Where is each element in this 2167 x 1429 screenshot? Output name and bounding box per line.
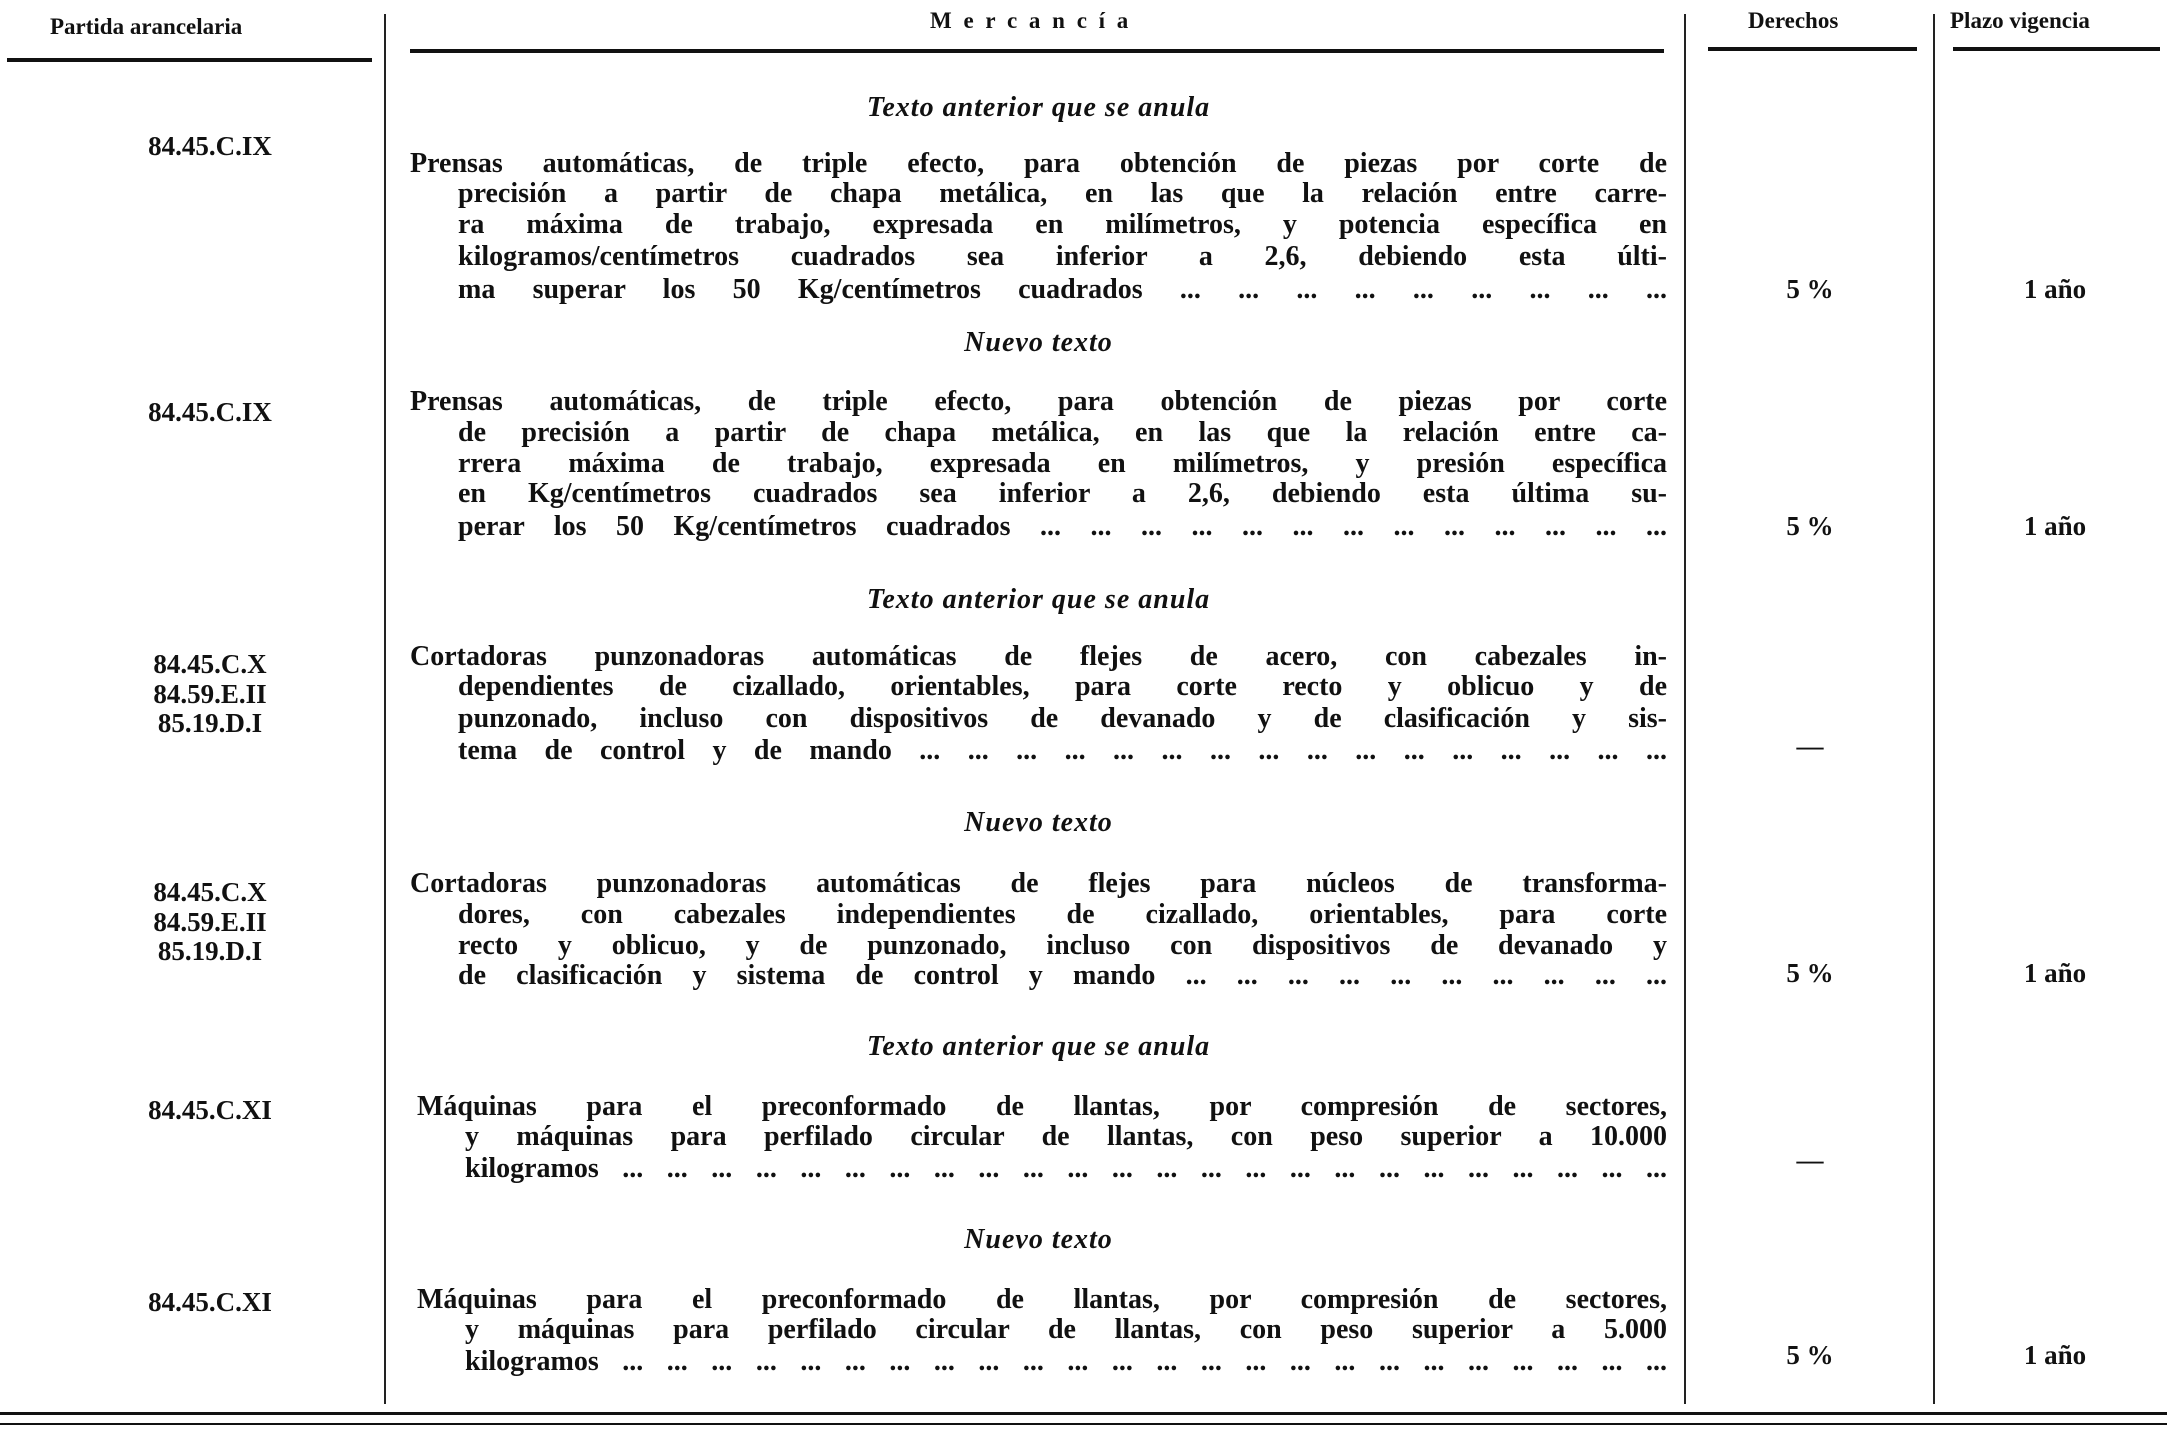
plazo-value: 1 año	[2023, 274, 2087, 304]
tariff-code: 85.19.D.I	[157, 708, 263, 738]
section-heading: Texto anterior que se anula	[866, 92, 1211, 123]
description-line: en Kg/centímetros cuadrados sea inferior a 2,6, debiendo esta última su-	[458, 478, 1667, 509]
description-line: kilogramos ... ... ... ... ... ... ... ... ... ... ... ... ... ... ... ... ... ... ... ... ... ... ... ...	[465, 1346, 1667, 1377]
description-line: punzonado, incluso con dispositivos de devanado y de clasificación y sis-	[458, 703, 1667, 734]
description-line: Cortadoras punzonadoras automáticas de flejes de acero, con cabezales in-	[410, 641, 1667, 672]
derechos-value: 5 %	[1786, 274, 1834, 304]
header-rule-partida	[7, 58, 372, 62]
derechos-value: —	[1796, 731, 1824, 761]
plazo-value: 1 año	[2023, 511, 2087, 541]
description-line: recto y oblicuo, y de punzonado, incluso con dispositivos de devanado y	[458, 930, 1667, 961]
column-divider	[1933, 14, 1935, 1404]
description-line: Prensas automáticas, de triple efecto, para obtención de piezas por corte de	[410, 148, 1667, 179]
derechos-value: 5 %	[1786, 1340, 1834, 1370]
tariff-code: 84.45.C.X	[153, 877, 267, 907]
tariff-code: 84.45.C.X	[153, 649, 267, 679]
header-rule-mercancia	[410, 49, 1664, 53]
tariff-code: 84.45.C.IX	[148, 397, 272, 427]
bottom-rule	[0, 1423, 2167, 1425]
description-line: rrera máxima de trabajo, expresada en milímetros, y presión específica	[458, 448, 1667, 479]
description-line: ra máxima de trabajo, expresada en milímetros, y potencia específica en	[458, 209, 1667, 240]
description-line: dependientes de cizallado, orientables, para corte recto y oblicuo y de	[458, 671, 1667, 702]
tariff-code: 84.59.E.II	[153, 678, 267, 709]
description-line: tema de control y de mando ... ... ... ... ... ... ... ... ... ... ... ... ... ... ... ...	[458, 735, 1667, 766]
description-line: y máquinas para perfilado circular de llantas, con peso superior a 10.000	[465, 1121, 1667, 1152]
section-heading: Nuevo texto	[964, 1224, 1113, 1255]
description-line: kilogramos ... ... ... ... ... ... ... ... ... ... ... ... ... ... ... ... ... ... ... ... ... ... ... ...	[465, 1153, 1667, 1184]
bottom-rule	[0, 1412, 2167, 1415]
description-line: y máquinas para perfilado circular de llantas, con peso superior a 5.000	[465, 1314, 1667, 1345]
description-line: Máquinas para el preconformado de llantas, por compresión de sectores,	[417, 1091, 1667, 1122]
description-line: de clasificación y sistema de control y mando ... ... ... ... ... ... ... ... ... ...	[458, 960, 1667, 991]
description-line: ma superar los 50 Kg/centímetros cuadrados ... ... ... ... ... ... ... ... ...	[458, 274, 1667, 305]
derechos-value: 5 %	[1786, 511, 1834, 541]
column-divider	[1684, 14, 1686, 1404]
section-heading: Nuevo texto	[964, 327, 1113, 358]
tariff-code: 85.19.D.I	[157, 936, 263, 966]
tariff-code: 84.45.C.XI	[148, 1095, 272, 1125]
description-line: kilogramos/centímetros cuadrados sea inferior a 2,6, debiendo esta últi-	[458, 241, 1667, 272]
header-rule-derechos	[1708, 47, 1917, 51]
tariff-code: 84.59.E.II	[153, 906, 267, 937]
description-line: Máquinas para el preconformado de llantas, por compresión de sectores,	[417, 1284, 1667, 1315]
description-line: precisión a partir de chapa metálica, en las que la relación entre carre-	[458, 178, 1667, 209]
column-divider	[384, 14, 386, 1404]
description-line: de precisión a partir de chapa metálica, en las que la relación entre ca-	[458, 417, 1667, 448]
plazo-value: 1 año	[2023, 958, 2087, 988]
column-header-mercancia: M e r c a n c í a	[930, 8, 1132, 33]
plazo-value: 1 año	[2023, 1340, 2087, 1370]
description-line: perar los 50 Kg/centímetros cuadrados ... ... ... ... ... ... ... ... ... ... ... ... ...	[458, 511, 1667, 542]
tariff-code: 84.45.C.XI	[148, 1287, 272, 1317]
column-header-derechos: Derechos	[1748, 8, 1839, 33]
header-rule-plazo	[1953, 47, 2160, 51]
derechos-value: 5 %	[1786, 958, 1834, 988]
section-heading: Texto anterior que se anula	[866, 584, 1211, 615]
description-line: Prensas automáticas, de triple efecto, para obtención de piezas por corte	[410, 386, 1667, 417]
column-header-plazo: Plazo vigencia	[1950, 8, 2090, 33]
tariff-code: 84.45.C.IX	[148, 131, 272, 161]
column-header-partida: Partida arancelaria	[50, 14, 243, 39]
section-heading: Nuevo texto	[964, 807, 1113, 838]
section-heading: Texto anterior que se anula	[866, 1031, 1211, 1062]
description-line: dores, con cabezales independientes de cizallado, orientables, para corte	[458, 899, 1667, 930]
description-line: Cortadoras punzonadoras automáticas de flejes para núcleos de transforma-	[410, 868, 1667, 899]
derechos-value: —	[1796, 1145, 1824, 1175]
